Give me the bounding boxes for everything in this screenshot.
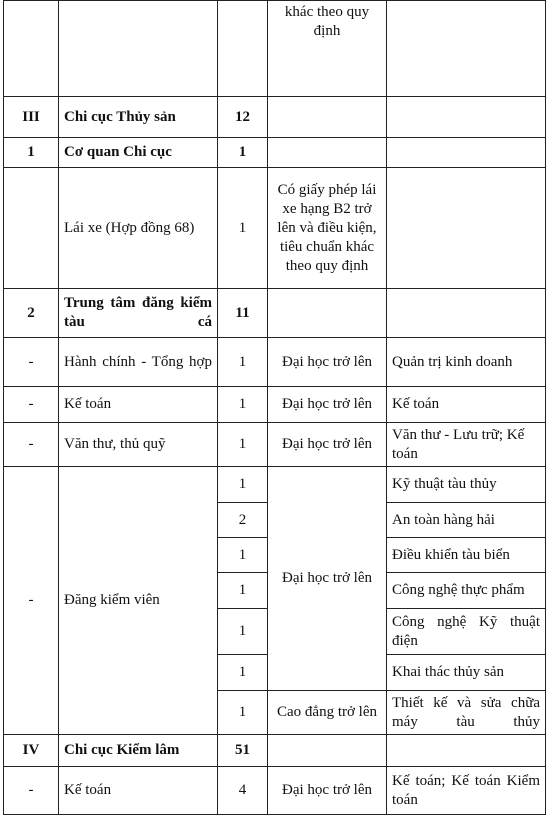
cell-qty: 1 — [218, 168, 268, 289]
table-row — [4, 168, 546, 289]
table-row — [4, 467, 546, 503]
cell-requirement: Đại học trở lên — [268, 387, 387, 423]
cell-requirement: Cao đẳng trở lên — [268, 691, 387, 735]
cell-requirement: khác theo quy định — [268, 1, 387, 97]
cell-name: Trung tâm đăng kiểm tàu cá — [59, 289, 218, 338]
cell-name: Kế toán — [59, 387, 218, 423]
cell-qty: 11 — [218, 289, 268, 338]
cell-no: 2 — [4, 289, 59, 338]
cell-requirement: Đại học trở lên — [268, 338, 387, 387]
table-row — [4, 338, 546, 387]
cell-qty: 1 — [218, 573, 268, 609]
cell-major — [387, 138, 546, 168]
cell-major — [387, 735, 546, 767]
cell-major: Công nghệ Kỹ thuật điện — [387, 609, 546, 655]
cell-major: Khai thác thủy sản — [387, 655, 546, 691]
cell-qty: 1 — [218, 387, 268, 423]
cell-no — [4, 168, 59, 289]
cell-requirement: Đại học trở lên — [268, 767, 387, 815]
cell-major: Kế toán — [387, 387, 546, 423]
cell-name: Lái xe (Hợp đồng 68) — [59, 168, 218, 289]
cell-no: - — [4, 423, 59, 467]
cell-major: An toàn hàng hải — [387, 503, 546, 538]
table-row — [4, 767, 546, 815]
cell-requirement — [268, 138, 387, 168]
cell-qty: 4 — [218, 767, 268, 815]
cell-requirement — [268, 289, 387, 338]
cell-name: Văn thư, thủ quỹ — [59, 423, 218, 467]
cell-qty: 1 — [218, 138, 268, 168]
cell-major: Thiết kế và sửa chữa máy tàu thủy — [387, 691, 546, 735]
table-row — [4, 423, 546, 467]
cell-major: Kỹ thuật tàu thủy — [387, 467, 546, 503]
cell-major: Công nghệ thực phẩm — [387, 573, 546, 609]
table-row — [4, 1, 546, 97]
cell-major: Quản trị kinh doanh — [387, 338, 546, 387]
cell-no: - — [4, 387, 59, 423]
staffing-table — [3, 0, 546, 815]
cell-major: Kế toán; Kế toán Kiểm toán — [387, 767, 546, 815]
cell-name — [59, 1, 218, 97]
cell-name: Chi cục Thủy sản — [59, 97, 218, 138]
table-row — [4, 387, 546, 423]
cell-no: III — [4, 97, 59, 138]
cell-qty: 51 — [218, 735, 268, 767]
table-row — [4, 289, 546, 338]
cell-no: - — [4, 767, 59, 815]
cell-no: 1 — [4, 138, 59, 168]
cell-major — [387, 97, 546, 138]
cell-qty: 1 — [218, 655, 268, 691]
cell-name: Kế toán — [59, 767, 218, 815]
cell-name: Hành chính - Tổng hợp — [59, 338, 218, 387]
cell-name: Cơ quan Chi cục — [59, 138, 218, 168]
cell-qty: 1 — [218, 338, 268, 387]
table-row — [4, 97, 546, 138]
cell-qty — [218, 1, 268, 97]
table-row — [4, 735, 546, 767]
cell-name: Đăng kiểm viên — [59, 467, 218, 735]
cell-qty: 2 — [218, 503, 268, 538]
cell-qty: 12 — [218, 97, 268, 138]
cell-requirement — [268, 97, 387, 138]
cell-major — [387, 168, 546, 289]
cell-major: Điều khiển tàu biển — [387, 538, 546, 573]
cell-major: Văn thư - Lưu trữ; Kế toán — [387, 423, 546, 467]
cell-requirement: Đại học trở lên — [268, 423, 387, 467]
cell-name: Chi cục Kiểm lâm — [59, 735, 218, 767]
cell-requirement: Đại học trở lên — [268, 467, 387, 691]
cell-qty: 1 — [218, 538, 268, 573]
cell-no: - — [4, 467, 59, 735]
cell-major — [387, 289, 546, 338]
cell-qty: 1 — [218, 423, 268, 467]
cell-qty: 1 — [218, 609, 268, 655]
table-row — [4, 138, 546, 168]
cell-no: IV — [4, 735, 59, 767]
cell-no: - — [4, 338, 59, 387]
cell-requirement — [268, 735, 387, 767]
cell-requirement: Có giấy phép lái xe hạng B2 trở lên và điều kiện, tiêu chuẩn khác theo quy định — [268, 168, 387, 289]
cell-qty: 1 — [218, 691, 268, 735]
cell-qty: 1 — [218, 467, 268, 503]
cell-no — [4, 1, 59, 97]
cell-major — [387, 1, 546, 97]
